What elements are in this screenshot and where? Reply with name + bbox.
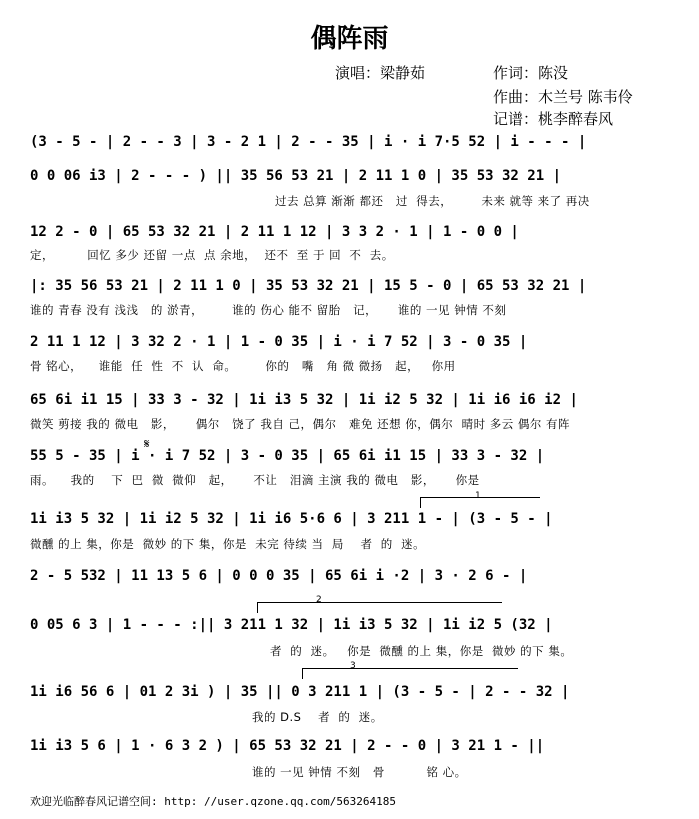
score-row-3: 12 2 - 0 | 65 53 32 21 | 2 11 1 12 | 3 3 2 · 1 | 1 - 0 0 | xyxy=(30,224,519,240)
score-row-4: |: 35 56 53 21 | 2 11 1 0 | 35 53 32 21 | 15 5 - 0 | 65 53 32 21 | xyxy=(30,278,587,294)
lyric-row-7: 雨。 我的 下 巴 微 微仰 起， 不让 泪滴 主演 我的 微电 影， 你是 xyxy=(30,473,480,487)
song-title: 偶阵雨 xyxy=(310,24,389,54)
score-row-8: 1i i3 5 32 | 1i i2 5 32 | 1i i6 5·6 6 | 3 211 1 - | (3 - 5 - | xyxy=(30,511,553,527)
volta-bracket-3 xyxy=(302,668,518,669)
score-row-12: 1i i3 5 6 | 1 · 6 3 2 ) | 65 53 32 21 | 2 - - 0 | 3 21 1 - || xyxy=(30,738,545,754)
lyric-row-8: 微醺 的上 集，你是 微妙 的下 集，你是 未完 待续 当 局 者 的 迷。 xyxy=(30,537,426,551)
score-row-1: (3 - 5 - | 2 - - 3 | 3 - 2 1 | 2 - - 35 | i · i 7·5 52 | i - - - | xyxy=(30,134,587,150)
score-row-5: 2 11 1 12 | 3 32 2 · 1 | 1 - 0 35 | i · i 7 52 | 3 - 0 35 | xyxy=(30,334,528,350)
lyric-row-2: 过去 总算 渐渐 都还 过 得去， 未来 就等 来了 再决 xyxy=(275,194,590,208)
lyricist-credit: 作词：陈没 xyxy=(493,64,569,82)
lyric-row-6: 微笑 剪接 我的 微电 影， 偶尔 饶了 我自 己，偶尔 难免 还想 你，偶尔 晴时 多云 偶尔 有阵 xyxy=(30,417,571,431)
lyric-row-12: 谁的 一见 钟情 不刻 骨 铭 心。 xyxy=(252,765,467,779)
singer-credit: 演唱：梁静茹 xyxy=(335,64,426,82)
score-row-11: 1i i6 56 6 | 01 2 3i ) | 35 || 0 3 211 1 | (3 - 5 - | 2 - - 32 | xyxy=(30,684,570,700)
score-row-10: 0 05 6 3 | 1 - - - :|| 3 211 1 32 | 1i i3 5 32 | 1i i2 5 (32 | xyxy=(30,617,553,633)
volta-number-1: 1 xyxy=(475,491,481,501)
lyric-row-10: 者 的 迷。 你是 微醺 的上 集，你是 微妙 的下 集。 xyxy=(270,644,573,658)
lyric-row-3: 定， 回忆 多少 还留 一点 点 余地， 还不 至 于 回 不 去。 xyxy=(30,248,394,262)
volta-bracket-2 xyxy=(257,602,502,603)
lyric-row-11: 我的 D.S 者 的 迷。 xyxy=(252,710,383,724)
lyric-row-5: 骨 铭心， 谁能 任 性 不 认 命。 你的 嘴 角 微 微扬 起， 你用 xyxy=(30,359,456,373)
transcriber-credit: 记谱：桃李醉春风 xyxy=(493,110,614,128)
volta-number-2: 2 xyxy=(316,595,322,605)
volta-number-3: 3 xyxy=(350,661,356,671)
score-row-7: 55 5 - 35 | i · i 7 52 | 3 - 0 35 | 65 6i i1 15 | 33 3 - 32 | xyxy=(30,448,545,464)
score-row-6: 65 6i i1 15 | 33 3 - 32 | 1i i3 5 32 | 1i i2 5 32 | 1i i6 i6 i2 | xyxy=(30,392,578,408)
score-row-2: 0 0 06 i3 | 2 - - - ) || 35 56 53 21 | 2 11 1 0 | 35 53 32 21 | xyxy=(30,168,562,184)
segno-sign: 𝄋 xyxy=(144,437,150,452)
composer-credit: 作曲：木兰号 陈韦伶 xyxy=(493,88,633,106)
footer-note: 欢迎光临醉春风记谱空间: http: //user.qzone.qq.com/563264185 xyxy=(30,795,397,808)
score-row-9: 2 - 5 532 | 11 13 5 6 | 0 0 0 35 | 65 6i i ·2 | 3 · 2 6 - | xyxy=(30,568,528,584)
lyric-row-4: 谁的 青春 没有 浅浅 的 淤青， 谁的 伤心 能不 留胎 记， 谁的 一见 钟情 不刻 xyxy=(30,303,507,317)
